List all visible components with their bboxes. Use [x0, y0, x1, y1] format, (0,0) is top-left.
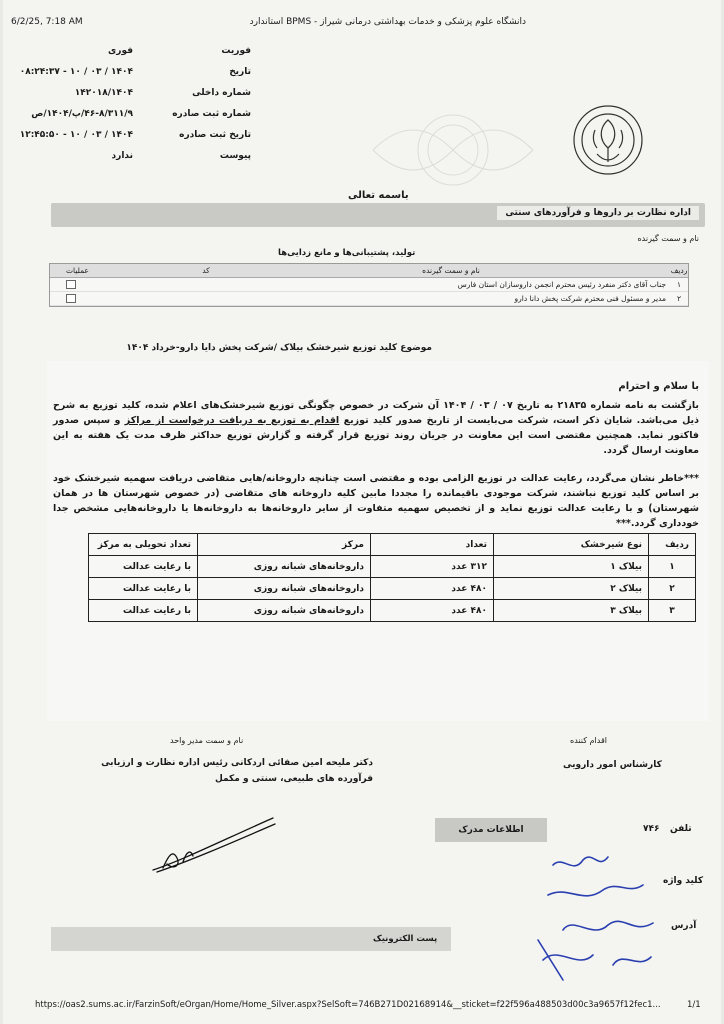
- action-role: کارشناس امور دارویی: [563, 760, 662, 770]
- meta-value-date: ۱۴۰۴ / ۰۳ / ۱۰ - ۰۸:۲۴:۳۷: [19, 66, 133, 77]
- table-row: [89, 578, 696, 600]
- dist-qty: ۴۸۰ عدد: [371, 578, 494, 600]
- dist-col-qty: تعداد: [371, 534, 494, 556]
- dist-center: داروخانه‌های شبانه روزی: [198, 578, 371, 600]
- dist-delivery: با رعایت عدالت: [89, 600, 198, 622]
- dist-col-type: نوع شیرخشک: [494, 534, 649, 556]
- meta-value-urgency: فوری: [108, 45, 133, 56]
- product-line-text: تولید، پشتیبانی‌ها و مانع زدایی‌ها: [278, 248, 416, 258]
- dist-qty: ۳۱۲ عدد: [371, 556, 494, 578]
- dist-col-center: مرکز: [198, 534, 371, 556]
- signature-image: [143, 810, 283, 880]
- university-logo: [563, 100, 653, 180]
- table-row: [50, 292, 688, 306]
- distribution-header-row: [89, 534, 696, 556]
- meta-value-outgoing-no: ۴۶-۸/۳۱۱/۹/پ/۱۴۰۴/ص: [31, 108, 133, 119]
- dist-index: ۱: [649, 556, 696, 578]
- document-info-button[interactable]: اطلاعات مدرک: [435, 818, 547, 842]
- keyword-label: کلید واژه: [663, 876, 704, 886]
- dist-type: بیلاک ۲: [494, 578, 649, 600]
- basmala: باسمه تعالی: [348, 190, 409, 201]
- department-bar: [51, 203, 705, 227]
- body-p1-start: بازگشت به نامه شماره ۲۱۸۳۵ به تاریخ ۰۷ / ۰۳ / ۱۴۰۴ آن شرکت در خصوص چگونگی توزیع شیرخشک‌های اعلام شده، کلید توزیع به شرح ذیل می‌باشد. شایان ذکر است، شرکت می‌بایست از تاریخ صدور کلید توزیع: [53, 400, 699, 426]
- dist-type: بیلاک ۳: [494, 600, 649, 622]
- meta-value-outgoing-date: ۱۴۰۴ / ۰۳ / ۱۰ - ۱۲:۴۵:۵۰: [19, 129, 133, 140]
- email-label: پست الکترونیک: [373, 934, 438, 944]
- recipients-header-row: [50, 264, 688, 278]
- letter-body: [47, 361, 709, 721]
- letter-subject: موضوع کلید توزیع شیرخشک بیلاک /شرکت پخش دایا دارو-خرداد ۱۴۰۴: [126, 343, 432, 353]
- dist-index: ۳: [649, 600, 696, 622]
- print-page-number: 1/1: [687, 1000, 701, 1010]
- letter-page: [3, 0, 721, 1024]
- phone-label: تلفن: [670, 824, 692, 834]
- print-datetime: 6/2/25, 7:18 AM: [11, 17, 83, 27]
- table-row: [89, 556, 696, 578]
- recipient-index: ۲: [676, 294, 682, 303]
- department-title: اداره نظارت بر داروها و فرآوردهای سنتی: [497, 206, 699, 220]
- dist-delivery: با رعایت عدالت: [89, 556, 198, 578]
- letter-meta: [20, 40, 251, 166]
- meta-value-attachment: ندارد: [111, 150, 133, 161]
- dist-index: ۲: [649, 578, 696, 600]
- recipients-table: [49, 263, 689, 307]
- address-label: آدرس: [671, 921, 697, 931]
- body-paragraph-1: [53, 398, 699, 458]
- dist-type: بیلاک ۱: [494, 556, 649, 578]
- recipients-col-row: ردیف: [670, 266, 688, 275]
- distribution-table: [88, 533, 696, 622]
- recipients-col-name: نام و سمت گیرنده: [422, 266, 480, 275]
- recipient-name: مدیر و مسئول فنی محترم شرکت پخش دانا دارو: [514, 294, 666, 303]
- meta-label-attachment: پیوست: [219, 150, 251, 161]
- dist-col-delivery: تعداد تحویلی به مرکز: [89, 534, 198, 556]
- email-bar: [51, 927, 451, 951]
- print-footer-url: https://oas2.sums.ac.ir/FarzinSoft/eOrgan/Home/Home_Silver.aspx?SelSoft=746B271D02168914&__sticket=f22f596a488503d00c3a9657f12fec1...: [35, 1000, 661, 1010]
- handwritten-note: [523, 845, 673, 985]
- meta-label-date: تاریخ: [229, 66, 251, 77]
- recipient-index: ۱: [676, 280, 682, 289]
- meta-label-outgoing-no: شماره ثبت صادره: [172, 108, 251, 119]
- print-header-title: دانشگاه علوم پزشکی و خدمات بهداشتی درمانی شیراز - BPMS استاندارد: [249, 17, 526, 27]
- phone-value: ۷۴۶: [643, 824, 660, 834]
- watermark-ornament: [353, 105, 553, 195]
- signer-name: دکتر ملیحه امین صفائی اردکانی رئیس اداره نظارت و ارزیابی فرآورده های طبیعی، سنتی و مکمل: [101, 758, 373, 784]
- dist-center: داروخانه‌های شبانه روزی: [198, 556, 371, 578]
- dist-col-row: ردیف: [649, 534, 696, 556]
- meta-label-urgency: فوریت: [221, 45, 251, 56]
- recipients-col-actions: عملیات: [66, 266, 89, 275]
- meta-label-internal-no: شماره داخلی: [192, 87, 251, 98]
- meta-value-internal-no: ۱۴۲۰۱۸/۱۴۰۴: [74, 87, 133, 98]
- recipients-section-title: نام و سمت گیرنده: [637, 234, 699, 243]
- dist-delivery: با رعایت عدالت: [89, 578, 198, 600]
- meta-label-outgoing-date: تاریخ ثبت صادره: [179, 129, 251, 140]
- signer-label: نام و سمت مدیر واحد: [170, 736, 244, 745]
- body-p1-underlined: اقدام به توزیع به دریافت درخواست از مراکز: [124, 415, 340, 426]
- greeting: با سلام و احترام: [618, 381, 699, 392]
- recipient-action-icon[interactable]: [66, 280, 76, 289]
- recipient-name: جناب آقای دکتر منفرد رئیس محترم انجمن داروسازان استان فارس: [457, 280, 666, 289]
- dist-center: داروخانه‌های شبانه روزی: [198, 600, 371, 622]
- action-label: اقدام کننده: [570, 736, 607, 745]
- recipient-action-icon[interactable]: [66, 294, 76, 303]
- body-paragraph-2: ***خاطر نشان می‌گردد، رعایت عدالت در توزیع الزامی بوده و مقتضی است چنانچه داروخانه/هایی متقاضی دریافت سهمیه شیرخشک خود بر اساس کلید توزیع نباشند، شرکت موجودی باقیمانده را مجددا مابین کلیه داروخانه های متقاضی (در خصوص شهرستان ها در همان شهرستان) و با رعایت عدالت توزیع نماید و از تخصیص سهمیه متفاوت از سایر داروخانه‌ها به داروخانه‌ها یا داروخانه‌هایی مشخص جدا خودداری گردد.***: [53, 473, 699, 529]
- recipients-col-code: کد: [202, 266, 210, 275]
- table-row: [50, 278, 688, 292]
- dist-qty: ۴۸۰ عدد: [371, 600, 494, 622]
- body-p1-end: و سپس صدور فاکتور نماید. همچنین مقتضی است این معاونت در جریان روند توزیع قرار گرفته و گزارش توزیع حداکثر ظرف مدت یک هفته به این معاونت ارسال گردد.: [53, 415, 699, 456]
- table-row: [89, 600, 696, 622]
